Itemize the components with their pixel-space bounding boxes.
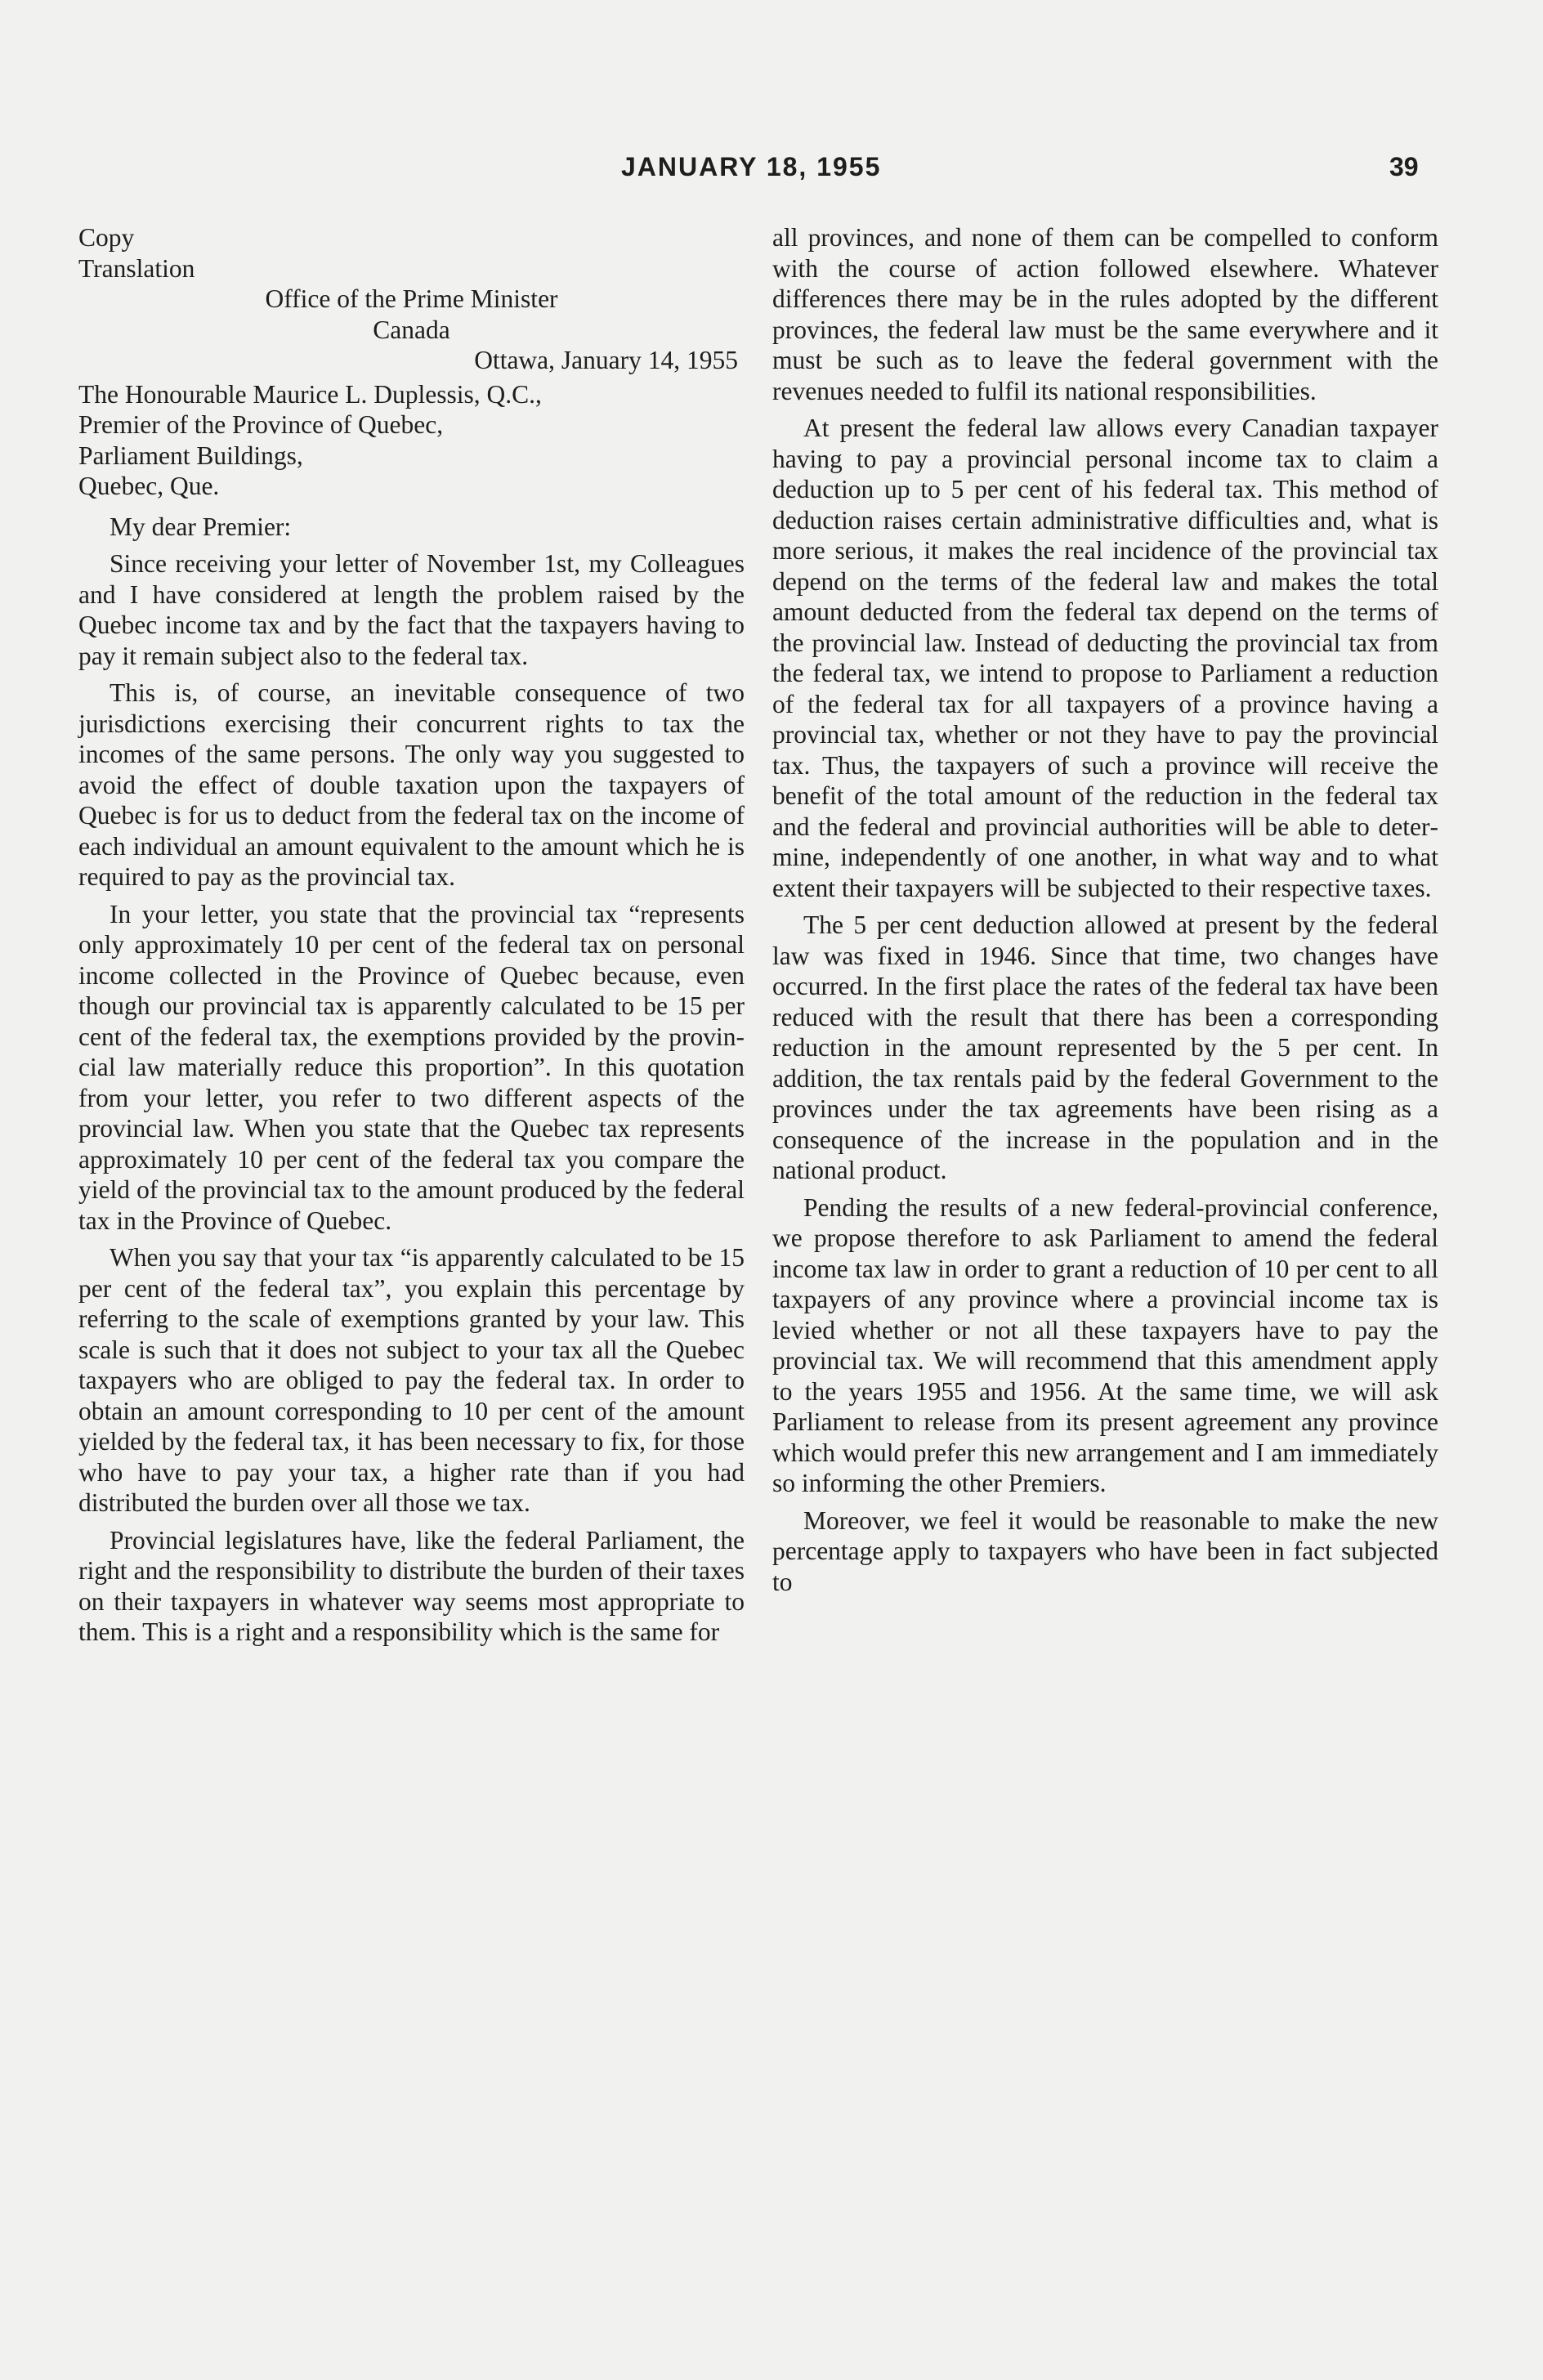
translation-label: Translation [78, 253, 195, 283]
copy-label: Copy [78, 223, 135, 252]
body-paragraph: In your letter, you state that the provincial tax “represents only approximately 10 per cent of the federal tax on personal income collected in the Province of Quebec because, even though our provincial tax is apparently calculated to be 15 per cent of the federal tax, the exemptions provided by the provincial law materially reduce this proportion”. In this quotation from your letter, you refer to two different aspects of the provincial law. When you state that the Quebec tax represents approximately 10 per cent of the federal tax you compare the yield of the provincial tax to the amount produced by the federal tax in the Province of Quebec. [78, 899, 745, 1235]
page-header [0, 152, 1543, 193]
body-paragraph: This is, of course, an inevitable consequence of two jurisdictions exercising their concurrent rights to tax the incomes of the same persons. The only way you suggested to avoid the effect of double taxation upon the taxpayers of Quebec is for us to deduct from the federal tax on the income of each individual an amount equivalent to the amount which he is required to pay as the provincial tax. [78, 678, 745, 891]
address-line: Parliament Buildings, [78, 441, 303, 470]
address-line: Quebec, Que. [78, 472, 220, 500]
address-line: Premier of the Province of Quebec, [78, 410, 444, 439]
running-title: JANUARY 18, 1955 [621, 152, 882, 181]
body-paragraph: Provincial legislatures have, like the federal Parliament, the right and the responsibility to distribute the burden of their taxes on their taxpayers in whatever way seems most appropriate to them. This is a right and a responsibility which is the same for [78, 1525, 745, 1646]
right-column [772, 222, 1438, 1604]
recipient-address [78, 379, 745, 502]
body-paragraph: Moreover, we feel it would be reasonable to make the new percentage apply to taxpayers who have been in fact subjected to [772, 1505, 1438, 1596]
left-column [78, 222, 745, 1654]
office-line: Office of the Prime Minister [265, 284, 558, 313]
salutation: My dear Premier: [110, 512, 292, 541]
body-paragraph: Pending the results of a new federal-provincial conference, we propose therefore to ask Parliament to amend the federal income tax law in order to grant a reduction of 10 per cent to all taxpayers of any province where a provincial income tax is levied whether or not all these taxpayers have to pay the provincial tax. We will recommend that this amendment apply to the years 1955 and 1956. At the same time, we will ask Parliament to release from its present agreement any province which would prefer this new arrangement and I am immediately so informing the other Premiers. [772, 1192, 1438, 1497]
date-line: Ottawa, January 14, 1955 [474, 346, 738, 374]
body-paragraph: all provinces, and none of them can be compelled to conform with the course of action followed elsewhere. Whatever differences there may be in the rules adopted by the different provinces, the federal law must be the same everywhere and it must be such as to leave the federal government with the revenues needed to fulfil its national responsibilities. [772, 223, 1438, 405]
body-paragraph: When you say that your tax “is apparently calculated to be 15 per cent of the federal tax”, you explain this percentage by referring to the scale of exemptions granted by your law. This scale is such that it does not subject to your tax all the Quebec taxpayers who are obliged to pay the federal tax. In order to obtain an amount corresponding to 10 per cent of the amount yielded by the federal tax, it has been necessary to fix, for those who have to pay your tax, a higher rate than if you had distributed the burden over all those we tax. [78, 1243, 745, 1517]
country-line: Canada [373, 315, 450, 344]
body-paragraph: The 5 per cent deduction allowed at present by the federal law was fixed in 1946. Since that time, two changes have occurred. In the first place the rates of the federal tax have been reduced with the result that there has been a corresponding reduction in the amount represented by the 5 per cent. In addition, the tax rentals paid by the federal Government to the provinces under the tax agreements have been rising as a consequence of the increase in the population and in the national product. [772, 910, 1438, 1184]
page-number: 39 [1389, 152, 1419, 181]
address-line: The Honourable Maurice L. Duplessis, Q.C., [78, 379, 542, 409]
body-paragraph: Since receiving your letter of November 1st, my Colleagues and I have considered at length the problem raised by the Quebec income tax and by the fact that the taxpayers having to pay it remain subject also to the federal tax. [78, 549, 745, 670]
body-paragraph: At present the federal law allows every Canadian taxpayer having to pay a provincial personal income tax to claim a deduction up to 5 per cent of his federal tax. This method of deduction raises certain administrative difficulties and, what is more serious, it makes the real incidence of the provincial tax depend on the terms of the federal law and makes the total amount deducted from the federal tax depend on the terms of the provincial law. Instead of deducting the provincial tax from the federal tax, we intend to propose to Parliament a reduction of the federal tax for all taxpayers of a province having a provincial tax, whether or not they have to pay the provincial tax. Thus, the taxpayers of such a province will receive the benefit of the total amount of the reduction in the federal tax and the federal and provincial authorities will be able to determine, independently of one another, in what way and to what extent their taxpayers will be subjected to their respective taxes. [772, 414, 1438, 902]
